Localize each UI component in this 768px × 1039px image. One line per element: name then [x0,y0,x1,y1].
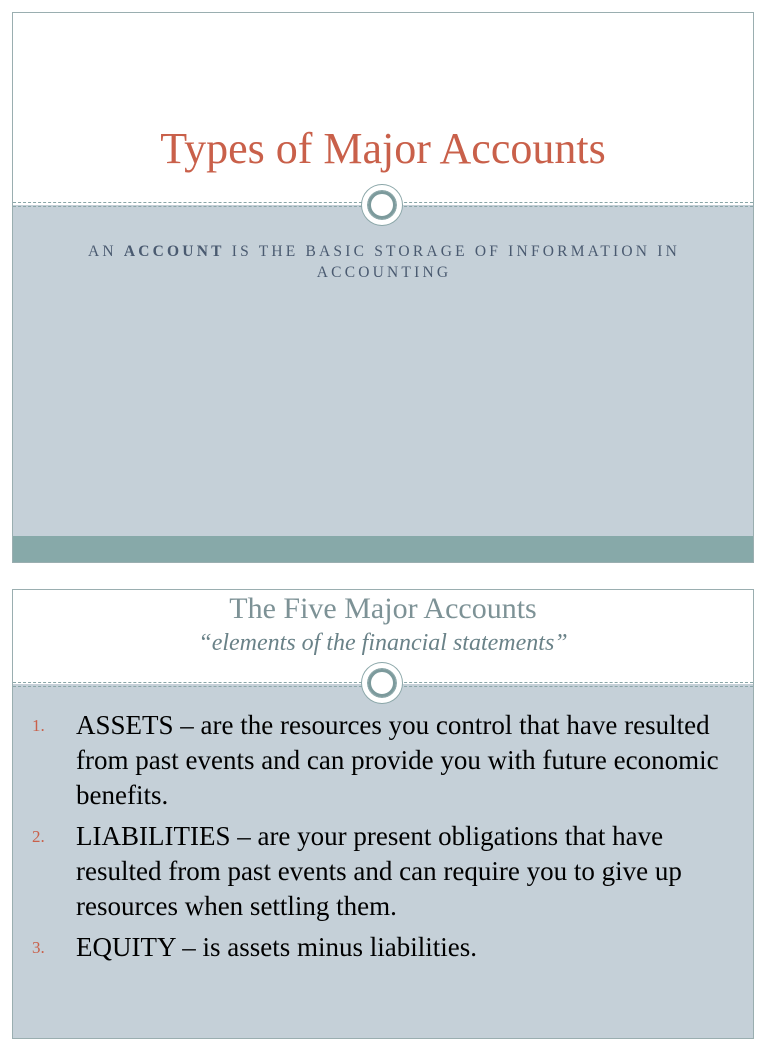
list-item-number: 3. [32,938,45,957]
subtitle-prefix: AN [88,243,117,260]
slide-1 [12,12,754,563]
list-item [13,708,753,813]
list-item-number: 1. [32,716,45,735]
ring-ornament-icon [362,185,402,225]
ring-ornament-icon [362,663,402,703]
slide-1-title: Types of Major Accounts [160,124,606,173]
list-item-text: ASSETS – are the resources you control that have resulted from past events and can provide you with future economic benefits. [76,710,719,810]
slide-2 [12,589,754,1039]
list-item [13,930,753,965]
list-item-text: LIABILITIES – are your present obligations that have resulted from past events and can require you to give up resources when settling them. [76,821,682,921]
accounts-list [13,708,753,971]
list-item-text: EQUITY – is assets minus liabilities. [76,932,477,962]
slide-2-title: The Five Major Accounts [229,592,537,625]
subtitle-bold-term: ACCOUNT [123,243,225,260]
slide-1-title-area [13,13,753,205]
slide-1-subtitle [73,241,695,283]
list-item-number: 2. [32,827,45,846]
subtitle-suffix: IS THE BASIC STORAGE OF INFORMATION IN ACCOUNTING [231,243,680,281]
slide-2-subtitle: “elements of the financial statements” [198,630,568,656]
list-item [13,819,753,924]
slide-1-bottom-bar [13,536,753,563]
